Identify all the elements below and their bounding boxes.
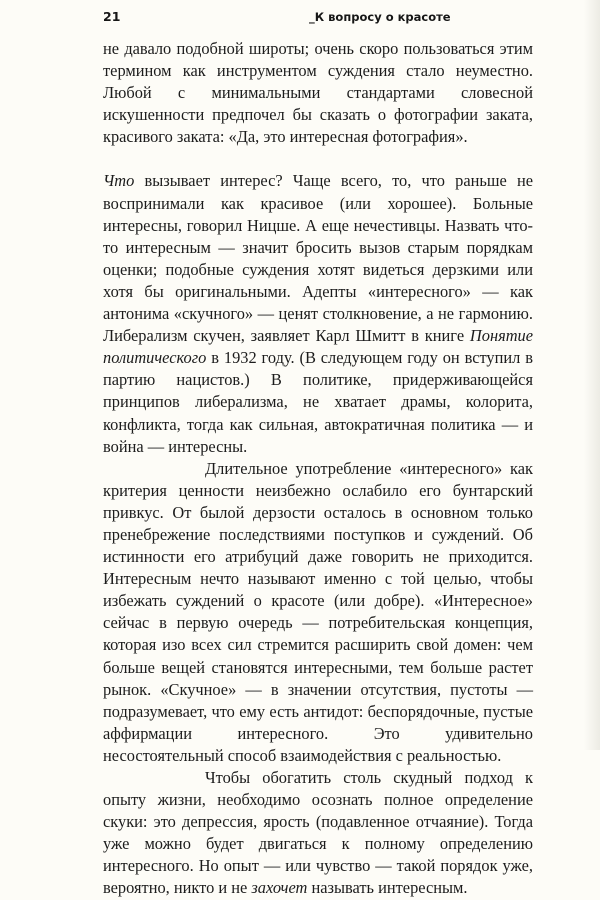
section-break [103,148,533,170]
paragraph-2-italic-what: Что [103,171,135,191]
paragraph-2-text-b: в 1932 году. (В следующем году он вступил в партию нацистов.) В политике, придерживающейся принципов либерализма, не хватает драмы, колорита, конфликта, тогда как сильная, автократичная политика — и война — интересны. [103,348,533,456]
paragraph-2 [103,170,533,457]
paragraph-2-text-a: вызывает интерес? Чаще всего, то, что раньше не воспринимали как красивое (или хорошее). Больные интересны, говорил Ницше. А еще нечестивцы. Назвать что-то интересным — значит бросить вызов старым порядкам оценки; подобные суждения хотят видеться дерзкими или хотя бы оригинальными. Адепты «интересного» — как антонима «скучного» — ценят столкновение, а не гармонию. Либерализм скучен, заявляет Карл Шмитт в книге [103,171,533,346]
paragraph-4-text-a: Чтобы обогатить столь скудный подход к опыту жизни, необходимо осознать полное определение скуки: это депрессия, ярость (подавленное отчаяние). Тогда уже можно будет двигаться к полному определению интересного. Но опыт — или чувство — такой порядок уже, вероятно, никто и не [103,768,533,898]
page-number: 21 [103,9,121,24]
book-title-italic: Понятие политического [103,326,533,368]
page-edge-shadow [584,0,600,750]
paragraph-1: не давало подобной широты; очень скоро пользоваться этим термином как инструментом суждения стало неуместно. Любой с минимальными стандартами словесной искушенности предпочел бы сказать о фотографии заката, красивого заката: «Да, это интересная фотография». [103,39,533,147]
paragraph-3: Длительное употребление «интересного» как критерия ценности неизбежно ослабило его бунтарский привкус. От былой дерзости осталось в основном только пренебрежение последствиями поступков и суждений. Об истинности его атрибуций даже говорить не приходится. Интересным нечто называют именно с той целью, чтобы избежать суждений о красоте (или добре). «Интересное» сейчас в первую очередь — потребительская концепция, которая изо всех сил стремится расширить свой домен: чем больше вещей становятся интересными, тем больше растет рынок. «Скучное» — в значении отсутствия, пустоты — подразумевает, что ему есть антидот: беспорядочные, пустые аффирмации интересного. Это удивительно несостоятельный способ взаимодействия с реальностью. [103,458,533,765]
paragraph-4 [103,767,533,900]
paragraph-4-italic-want: захочет [251,878,308,898]
running-title: _К вопросу о красоте [309,10,451,24]
paragraph-4-text-b: называть интересным. [307,878,468,898]
body-text [103,38,533,900]
page-header [103,9,530,29]
